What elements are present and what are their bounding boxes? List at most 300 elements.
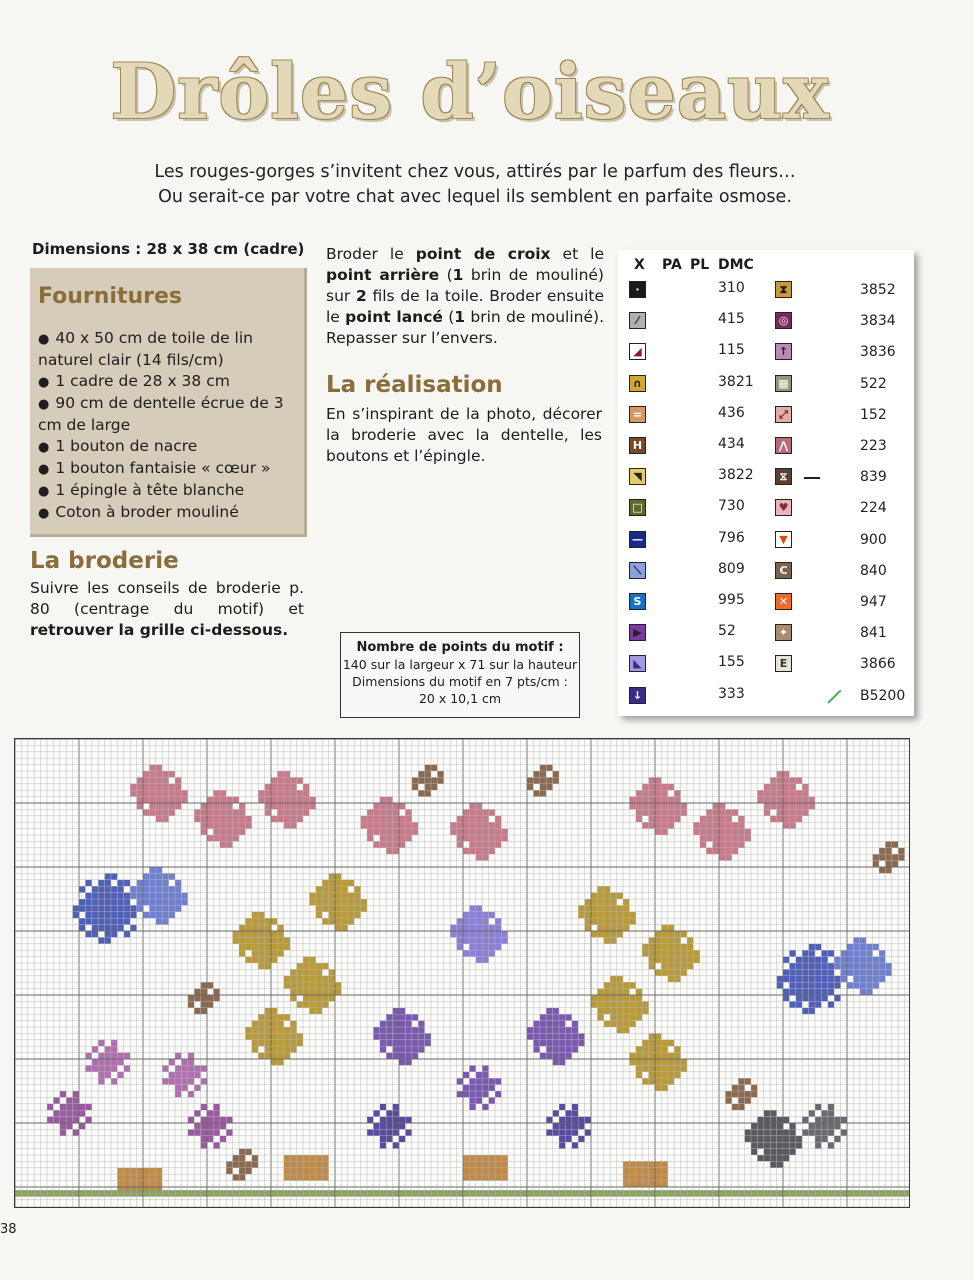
purple-flower-motif: [489, 1085, 495, 1091]
bird-motif: [892, 854, 898, 860]
rose-motif: [463, 835, 469, 841]
purple-flower-motif: [412, 1033, 418, 1039]
pink-flower-motif: [226, 1129, 232, 1135]
rose-motif: [220, 790, 226, 796]
blue-flower-motif: [809, 989, 815, 995]
rose-motif: [156, 809, 162, 815]
blue-flower-motif: [815, 976, 821, 982]
blue-flower-motif: [866, 989, 872, 995]
yellow-flower-motif: [322, 982, 328, 988]
blue-flower-motif: [130, 886, 136, 892]
rose-motif: [482, 841, 488, 847]
rose-motif: [661, 797, 667, 803]
yellow-flower-motif: [687, 963, 693, 969]
rose-motif: [777, 790, 783, 796]
rose-motif: [367, 809, 373, 815]
key-symbol-223: ⋀: [775, 437, 792, 454]
blue-flower-motif: [124, 899, 130, 905]
broderie-heading: La broderie: [30, 548, 179, 574]
rose-motif: [706, 829, 712, 835]
purple-flower-motif: [418, 1021, 424, 1027]
pink-flower-motif: [53, 1097, 59, 1103]
cat-motif: [789, 1149, 795, 1155]
page-number: 38: [0, 1222, 17, 1237]
yellow-flower-motif: [341, 905, 347, 911]
key-dmc-840: 840: [860, 562, 887, 579]
yellow-flower-motif: [284, 937, 290, 943]
yellow-flower-motif: [277, 937, 283, 943]
blue-flower-motif: [866, 982, 872, 988]
blue-flower-motif: [847, 963, 853, 969]
rose-motif: [495, 835, 501, 841]
bird-motif: [233, 1161, 239, 1167]
rose-motif: [668, 809, 674, 815]
rose-motif: [143, 809, 149, 815]
purple-flower-motif: [463, 1085, 469, 1091]
yellow-flower-motif: [245, 925, 251, 931]
rose-motif: [802, 784, 808, 790]
rose-motif: [309, 797, 315, 803]
rose-motif: [143, 784, 149, 790]
bird-motif: [245, 1161, 251, 1167]
blue-flower-motif: [853, 957, 859, 963]
cat-motif: [764, 1136, 770, 1142]
purple-flower-motif: [559, 1021, 565, 1027]
purple-flower-motif: [559, 1014, 565, 1020]
blue-flower-motif: [847, 957, 853, 963]
purple-flower-motif: [559, 1059, 565, 1065]
yellow-flower-motif: [623, 1014, 629, 1020]
purple-flower-motif: [546, 1046, 552, 1052]
rose-motif: [457, 835, 463, 841]
key-header-x: X: [634, 257, 645, 273]
bird-motif: [437, 777, 443, 783]
bird-motif: [879, 854, 885, 860]
fournitures-list: [38, 328, 300, 524]
rose-motif: [668, 803, 674, 809]
rose-motif: [649, 822, 655, 828]
key-symbol-522: ▦: [775, 375, 792, 392]
rose-motif: [239, 803, 245, 809]
blue-flower-motif: [156, 867, 162, 873]
yellow-flower-motif: [661, 1046, 667, 1052]
bird-motif: [540, 790, 546, 796]
rose-motif: [226, 797, 232, 803]
rose-motif: [777, 809, 783, 815]
purple-flower-motif: [565, 1027, 571, 1033]
rose-motif: [156, 777, 162, 783]
yellow-flower-motif: [258, 1014, 264, 1020]
rose-motif: [713, 803, 719, 809]
blue-flower-motif: [847, 944, 853, 950]
rose-motif: [463, 816, 469, 822]
purple-flower-motif: [482, 957, 488, 963]
purple-flower-motif: [476, 925, 482, 931]
blue-flower-motif: [853, 950, 859, 956]
yellow-flower-motif: [629, 1053, 635, 1059]
cat-motif: [777, 1161, 783, 1167]
key-symbol-796: —: [629, 531, 646, 548]
pink-flower-motif: [111, 1046, 117, 1052]
rose-motif: [169, 784, 175, 790]
purple-flower-motif: [393, 1110, 399, 1116]
rose-motif: [220, 803, 226, 809]
rose-motif: [373, 803, 379, 809]
rose-motif: [738, 822, 744, 828]
rose-motif: [226, 822, 232, 828]
purple-flower-motif: [565, 1033, 571, 1039]
cat-motif: [777, 1136, 783, 1142]
pink-flower-motif: [79, 1123, 85, 1129]
yellow-flower-motif: [277, 1027, 283, 1033]
rose-motif: [386, 809, 392, 815]
blue-flower-motif: [85, 931, 91, 937]
yellow-flower-motif: [322, 976, 328, 982]
rose-motif: [469, 809, 475, 815]
rose-motif: [239, 822, 245, 828]
blue-flower-motif: [834, 995, 840, 1001]
purple-flower-motif: [546, 1027, 552, 1033]
key-symbol-52: ▶: [629, 624, 646, 641]
yellow-flower-motif: [629, 912, 635, 918]
rose-motif: [700, 822, 706, 828]
rose-motif: [719, 816, 725, 822]
rose-motif: [149, 784, 155, 790]
rose-motif: [284, 816, 290, 822]
blue-flower-motif: [130, 912, 136, 918]
pink-flower-motif: [169, 1072, 175, 1078]
purple-flower-motif: [386, 1027, 392, 1033]
purple-flower-motif: [457, 937, 463, 943]
yellow-flower-motif: [674, 944, 680, 950]
purple-flower-motif: [546, 1008, 552, 1014]
rose-motif: [783, 771, 789, 777]
yellow-flower-motif: [610, 982, 616, 988]
bird-motif: [201, 989, 207, 995]
yellow-flower-motif: [597, 905, 603, 911]
yellow-flower-motif: [335, 989, 341, 995]
yellow-flower-motif: [661, 1040, 667, 1046]
rose-motif: [802, 797, 808, 803]
pink-flower-motif: [181, 1065, 187, 1071]
purple-flower-motif: [405, 1046, 411, 1052]
pink-flower-motif: [73, 1091, 79, 1097]
purple-flower-motif: [386, 1053, 392, 1059]
rose-motif: [789, 777, 795, 783]
cat-motif: [757, 1117, 763, 1123]
purple-flower-motif: [495, 931, 501, 937]
purple-flower-motif: [469, 1078, 475, 1084]
blue-flower-motif: [828, 976, 834, 982]
yellow-flower-motif: [258, 963, 264, 969]
rose-motif: [661, 790, 667, 796]
yellow-flower-motif: [277, 1059, 283, 1065]
purple-flower-motif: [495, 918, 501, 924]
purple-flower-motif: [565, 1040, 571, 1046]
rose-motif: [809, 803, 815, 809]
purple-flower-motif: [393, 1040, 399, 1046]
key-dmc-52: 52: [718, 623, 736, 640]
cat-motif: [764, 1117, 770, 1123]
rose-motif: [636, 816, 642, 822]
yellow-flower-motif: [681, 963, 687, 969]
blue-flower-motif: [860, 963, 866, 969]
page-title: Drôles d’oiseaux: [110, 47, 830, 136]
blue-flower-motif: [815, 1001, 821, 1007]
yellow-flower-motif: [290, 995, 296, 1001]
yellow-flower-motif: [258, 918, 264, 924]
yellow-flower-motif: [284, 1053, 290, 1059]
yellow-flower-motif: [604, 931, 610, 937]
blue-flower-motif: [873, 963, 879, 969]
blue-flower-motif: [117, 925, 123, 931]
key-dmc-224: 224: [860, 500, 887, 517]
pink-flower-motif: [201, 1142, 207, 1148]
rose-motif: [137, 777, 143, 783]
blue-flower-motif: [879, 969, 885, 975]
yellow-flower-motif: [284, 982, 290, 988]
blue-flower-motif: [873, 982, 879, 988]
rose-motif: [783, 816, 789, 822]
yellow-flower-motif: [629, 1014, 635, 1020]
yellow-flower-motif: [277, 944, 283, 950]
yellow-flower-motif: [284, 1014, 290, 1020]
rose-motif: [361, 816, 367, 822]
yellow-flower-motif: [239, 937, 245, 943]
blue-flower-motif: [117, 893, 123, 899]
pink-flower-motif: [175, 1065, 181, 1071]
blue-flower-motif: [802, 963, 808, 969]
yellow-flower-motif: [245, 957, 251, 963]
pink-flower-motif: [194, 1072, 200, 1078]
yellow-flower-motif: [265, 1008, 271, 1014]
cat-motif: [828, 1117, 834, 1123]
yellow-flower-motif: [655, 1033, 661, 1039]
rose-motif: [220, 797, 226, 803]
blue-flower-motif: [105, 937, 111, 943]
yellow-flower-motif: [597, 899, 603, 905]
yellow-flower-motif: [636, 1072, 642, 1078]
yellow-flower-motif: [239, 950, 245, 956]
blue-flower-motif: [828, 950, 834, 956]
blue-flower-motif: [98, 937, 104, 943]
yellow-flower-motif: [271, 1027, 277, 1033]
yellow-flower-motif: [277, 1033, 283, 1039]
yellow-flower-motif: [693, 957, 699, 963]
blue-flower-motif: [873, 957, 879, 963]
purple-flower-motif: [469, 912, 475, 918]
blue-flower-motif: [124, 880, 130, 886]
blue-flower-motif: [92, 931, 98, 937]
yellow-flower-motif: [335, 905, 341, 911]
yellow-flower-motif: [341, 893, 347, 899]
yellow-flower-motif: [668, 1059, 674, 1065]
rose-motif: [277, 797, 283, 803]
purple-flower-motif: [489, 912, 495, 918]
rose-motif: [130, 790, 136, 796]
purple-flower-motif: [546, 1117, 552, 1123]
blue-flower-motif: [828, 989, 834, 995]
yellow-flower-motif: [297, 982, 303, 988]
rose-motif: [661, 816, 667, 822]
purple-flower-motif: [572, 1104, 578, 1110]
rose-motif: [169, 797, 175, 803]
purple-flower-motif: [572, 1129, 578, 1135]
yellow-flower-motif: [617, 925, 623, 931]
yellow-flower-motif: [265, 937, 271, 943]
yellow-flower-motif: [668, 931, 674, 937]
cat-motif: [815, 1129, 821, 1135]
blue-flower-motif: [169, 893, 175, 899]
rose-motif: [207, 816, 213, 822]
rose-motif: [393, 822, 399, 828]
purple-flower-motif: [463, 950, 469, 956]
realisation-text: En s’inspirant de la photo, décorer la broderie avec la dentelle, les boutons et l’épingle.: [326, 405, 602, 465]
instr-text: et le: [550, 245, 605, 263]
rose-motif: [149, 803, 155, 809]
blue-flower-motif: [853, 969, 859, 975]
pink-flower-motif: [188, 1091, 194, 1097]
cat-motif: [789, 1142, 795, 1148]
purple-flower-motif: [450, 931, 456, 937]
bird-motif: [540, 777, 546, 783]
blue-flower-motif: [98, 880, 104, 886]
rose-motif: [668, 822, 674, 828]
yellow-flower-motif: [258, 944, 264, 950]
rose-motif: [655, 784, 661, 790]
yellow-flower-motif: [617, 1021, 623, 1027]
yellow-flower-motif: [348, 880, 354, 886]
bird-motif: [245, 1168, 251, 1174]
rose-motif: [175, 797, 181, 803]
rose-motif: [732, 841, 738, 847]
cat-motif: [770, 1161, 776, 1167]
rose-motif: [220, 841, 226, 847]
yellow-flower-motif: [597, 1008, 603, 1014]
cat-motif: [745, 1136, 751, 1142]
rose-motif: [290, 797, 296, 803]
yellow-flower-motif: [258, 1040, 264, 1046]
purple-flower-motif: [405, 1027, 411, 1033]
rose-motif: [489, 829, 495, 835]
yellow-flower-motif: [265, 1033, 271, 1039]
yellow-flower-motif: [642, 1065, 648, 1071]
blue-flower-motif: [149, 912, 155, 918]
key-symbol-224: ♥: [775, 499, 792, 516]
blue-flower-motif: [796, 957, 802, 963]
yellow-flower-motif: [636, 1001, 642, 1007]
blue-flower-motif: [117, 880, 123, 886]
rose-motif: [649, 790, 655, 796]
purple-flower-motif: [386, 1014, 392, 1020]
purple-flower-motif: [373, 1110, 379, 1116]
rose-motif: [764, 797, 770, 803]
purple-flower-motif: [546, 1021, 552, 1027]
purple-flower-motif: [559, 1117, 565, 1123]
rose-motif: [469, 841, 475, 847]
blue-flower-motif: [815, 957, 821, 963]
blue-flower-motif: [73, 912, 79, 918]
purple-flower-motif: [463, 931, 469, 937]
purple-flower-motif: [418, 1027, 424, 1033]
yellow-flower-motif: [290, 1027, 296, 1033]
rose-motif: [783, 809, 789, 815]
pink-flower-motif: [181, 1072, 187, 1078]
pink-flower-motif: [105, 1059, 111, 1065]
bird-motif: [738, 1091, 744, 1097]
rose-motif: [233, 822, 239, 828]
cat-motif: [770, 1123, 776, 1129]
rose-motif: [265, 809, 271, 815]
yellow-flower-motif: [309, 1001, 315, 1007]
instr-bold: 1: [454, 308, 466, 326]
rose-motif: [149, 777, 155, 783]
rose-motif: [642, 822, 648, 828]
rose-motif: [405, 822, 411, 828]
yellow-flower-motif: [617, 931, 623, 937]
stitch-count-line: Dimensions du motif en 7 pts/cm :: [352, 674, 568, 689]
pink-flower-motif: [73, 1110, 79, 1116]
rose-motif: [380, 809, 386, 815]
cat-motif: [770, 1129, 776, 1135]
purple-flower-motif: [527, 1033, 533, 1039]
purple-flower-motif: [572, 1046, 578, 1052]
yellow-flower-motif: [649, 1053, 655, 1059]
yellow-flower-motif: [610, 918, 616, 924]
yellow-flower-motif: [681, 931, 687, 937]
rose-motif: [661, 784, 667, 790]
pink-flower-motif: [201, 1129, 207, 1135]
rose-motif: [764, 784, 770, 790]
yellow-flower-motif: [623, 905, 629, 911]
rose-motif: [143, 790, 149, 796]
rose-motif: [777, 771, 783, 777]
purple-flower-motif: [457, 931, 463, 937]
purple-flower-motif: [546, 1014, 552, 1020]
rose-motif: [181, 790, 187, 796]
yellow-flower-motif: [303, 976, 309, 982]
blue-flower-motif: [777, 976, 783, 982]
key-header-pl: PL: [690, 257, 710, 273]
rose-motif: [380, 841, 386, 847]
purple-flower-motif: [399, 1014, 405, 1020]
purple-flower-motif: [489, 1097, 495, 1103]
yellow-flower-motif: [655, 1085, 661, 1091]
yellow-flower-motif: [629, 1008, 635, 1014]
rose-motif: [725, 809, 731, 815]
purple-flower-motif: [405, 1117, 411, 1123]
bird-motif: [431, 765, 437, 771]
purple-flower-motif: [585, 1117, 591, 1123]
cat-motif: [802, 1129, 808, 1135]
rose-motif: [732, 822, 738, 828]
rose-motif: [373, 841, 379, 847]
yellow-flower-motif: [335, 912, 341, 918]
purple-flower-motif: [565, 1053, 571, 1059]
yellow-flower-motif: [578, 912, 584, 918]
rose-motif: [661, 829, 667, 835]
blue-flower-motif: [156, 912, 162, 918]
bird-motif: [546, 784, 552, 790]
rose-motif: [207, 809, 213, 815]
fournitures-item: ● 40 x 50 cm de toile de lin naturel clair (14 fils/cm): [38, 328, 300, 371]
broderie-text: [30, 578, 304, 641]
key-dmc-3834: 3834: [860, 313, 896, 330]
blue-flower-motif: [834, 982, 840, 988]
purple-flower-motif: [457, 918, 463, 924]
rose-motif: [745, 829, 751, 835]
cat-motif: [764, 1123, 770, 1129]
